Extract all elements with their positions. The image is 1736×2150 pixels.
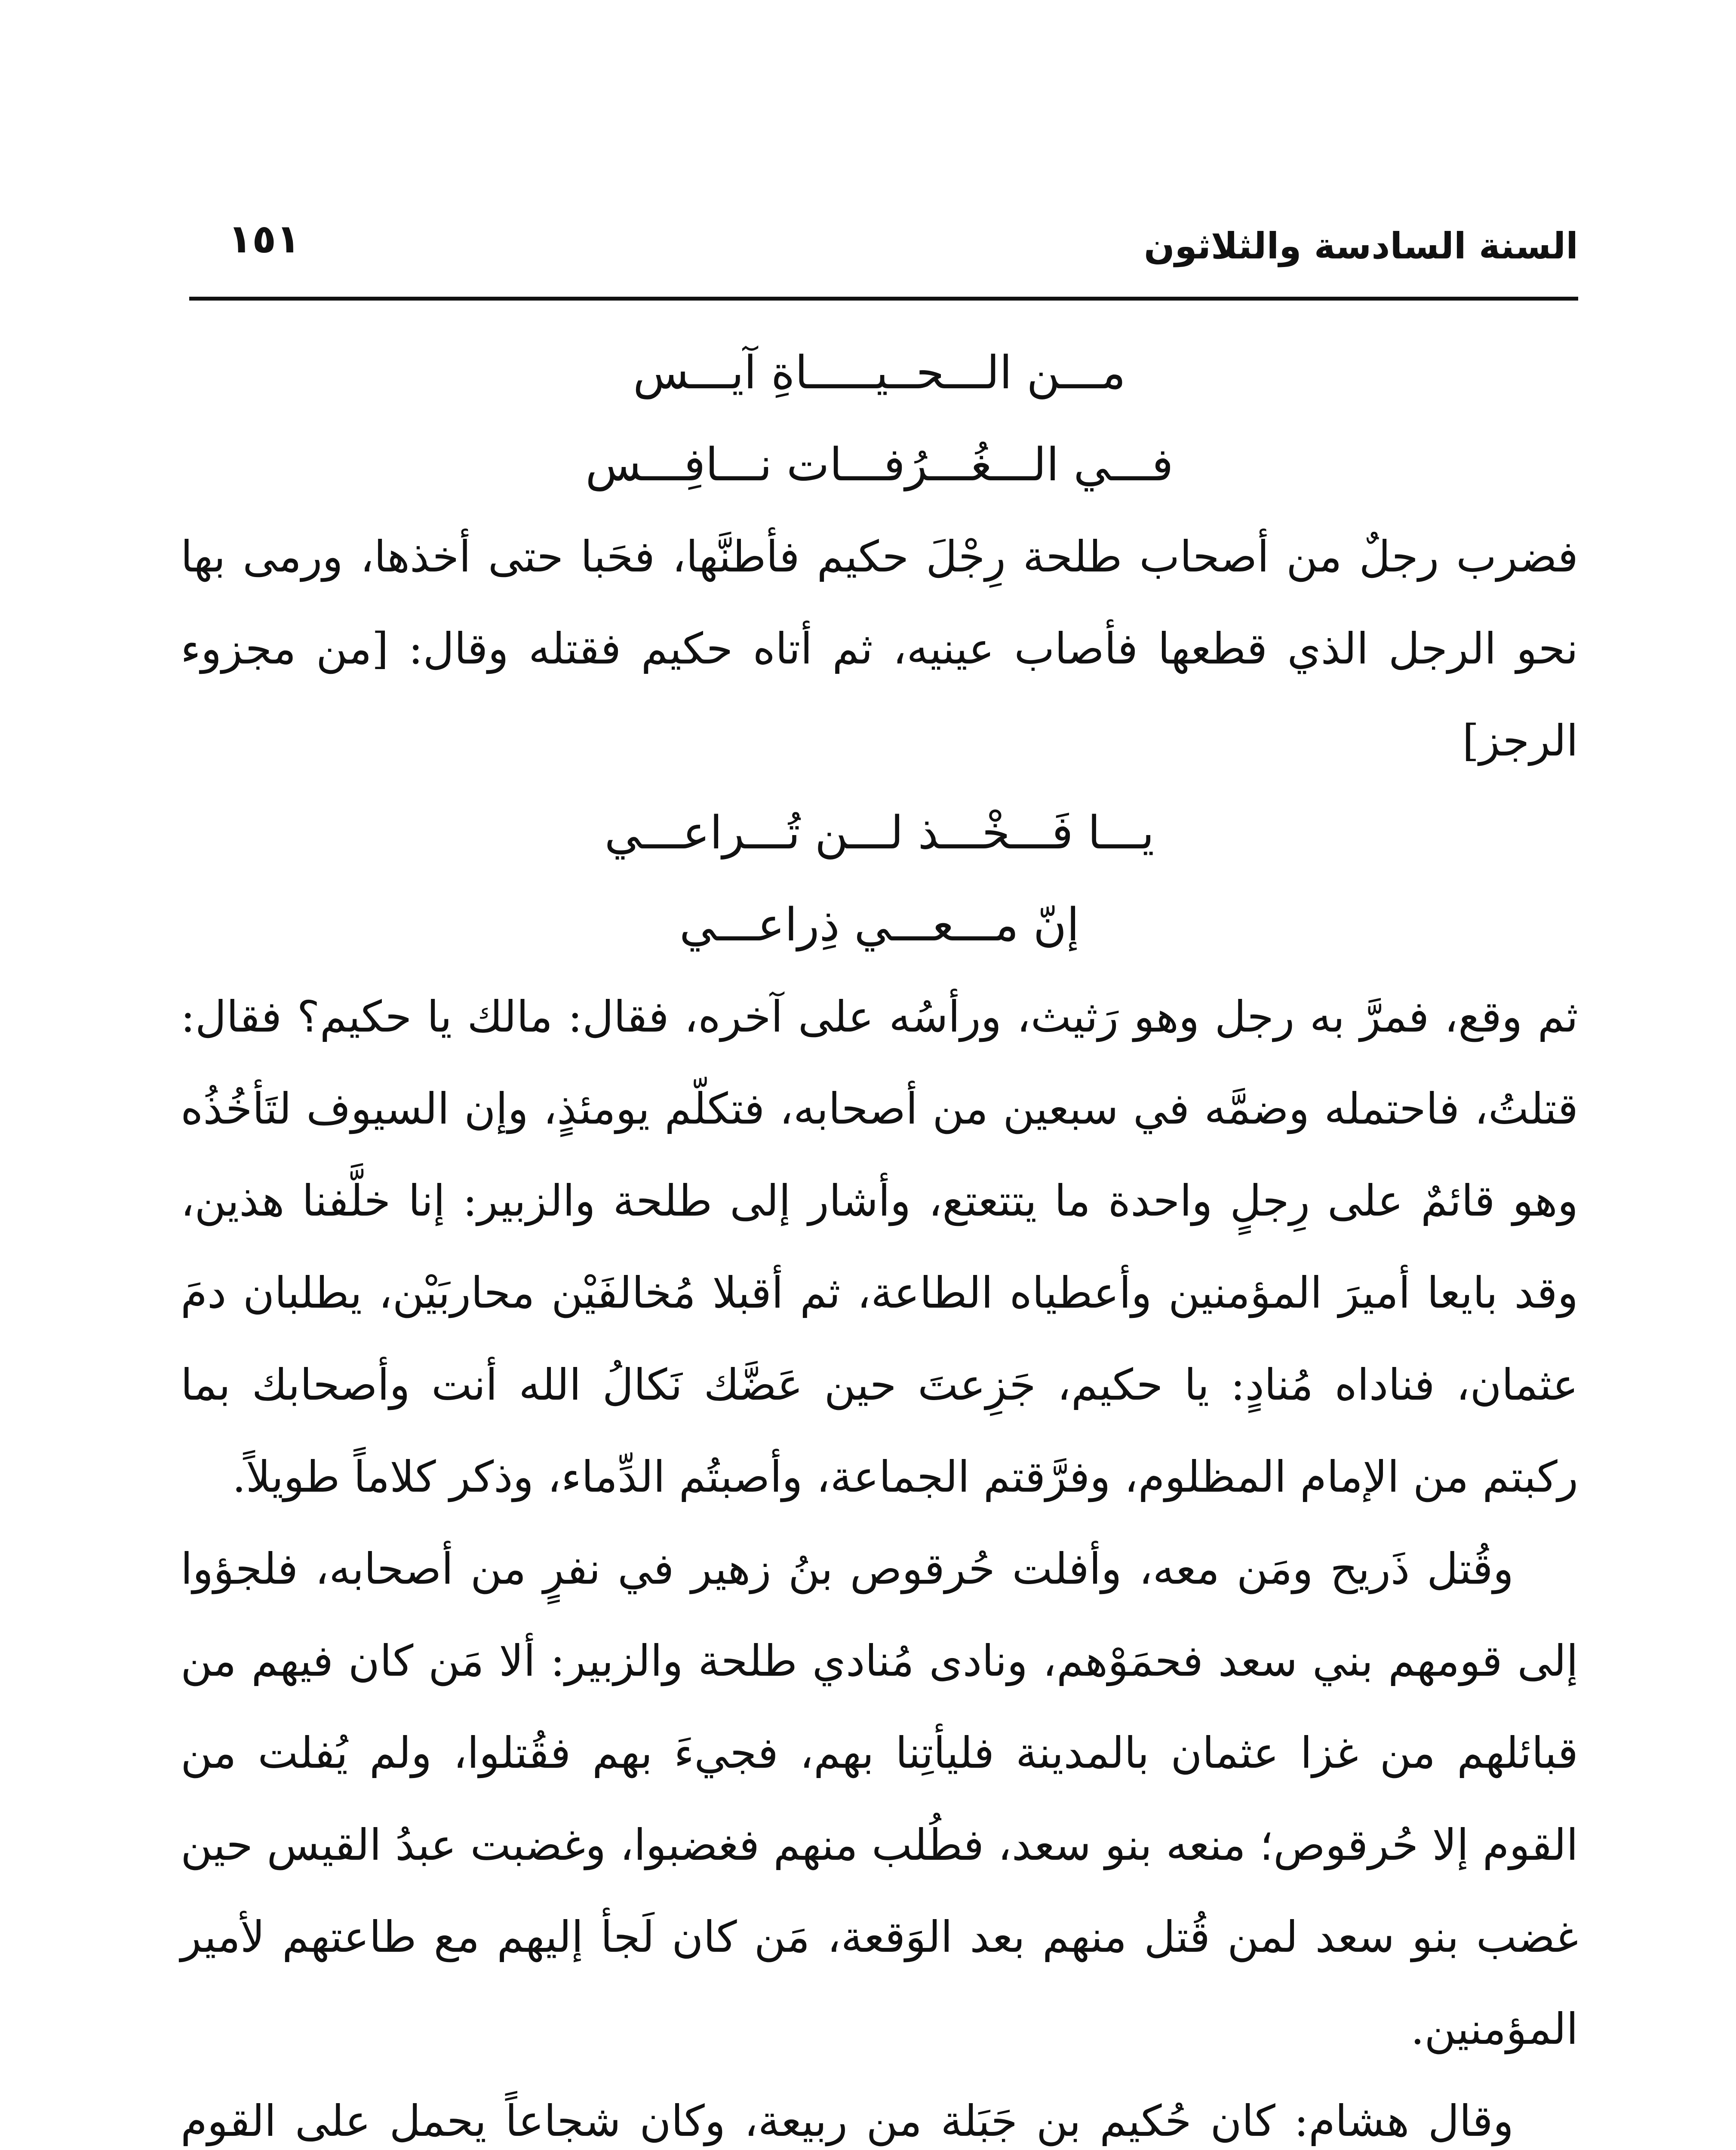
paragraph-1: فضرب رجلٌ من أصحاب طلحة رِجْلَ حكيم فأطنَّها، فحَبا حتى أخذها، ورمى بها نحو الرجل الذي قطعها فأصاب عينيه، ثم أتاه حكيم فقتله وقال: [من مجزوء الرجز] xyxy=(181,531,1578,766)
paragraph-3: وقُتل ذَريح ومَن معه، وأفلت حُرقوص بنُ زهير في نفرٍ من أصحابه، فلجؤوا إلى قومهم بني سعد فحمَوْهم، ونادى مُنادي طلحة والزبير: ألا مَن كان فيهم من قبائلهم من غزا عثمان بالمدينة فليأتِنا بهم، فجيءَ بهم فقُتلوا، ولم يُفلت من القوم إلا حُرقوص؛ منعه بنو سعد، فطُلب منهم فغضبوا، وغضبت عبدُ القيس حين غضب بنو سعد لمن قُتل منهم بعد الوَقعة، مَن كان لَجأ إليهم مع طاعتهم لأمير المؤمنين. xyxy=(181,1544,1579,2054)
verse-block-2 xyxy=(181,787,1578,971)
verse-block-1 xyxy=(181,327,1578,511)
paragraph-2: ثم وقع، فمرَّ به رجل وهو رَثيث، ورأسُه على آخره، فقال: مالك يا حكيم؟ فقال: قتلتُ، فاحتمله وضمَّه في سبعين من أصحابه، فتكلّم يومئذٍ، وإن السيوف لتَأخُذُه وهو قائمٌ على رِجلٍ واحدة ما يتتعتع، وأشار إلى طلحة والزبير: إنا خلَّفنا هذين، وقد بايعا أميرَ المؤمنين وأعطياه الطاعة، ثم أقبلا مُخالفَيْن محاربَيْن، يطلبان دمَ عثمان، فناداه مُنادٍ: يا حكيم، جَزِعتَ حين عَضَّك نَكالُ الله أنت وأصحابك بما ركبتم من الإمام المظلوم، وفرَّقتم الجماعة، وأصبتُم الدِّماء، وذكر كلاماً طويلاً. xyxy=(181,992,1578,1502)
page-number: ١٥١ xyxy=(228,216,301,262)
verse-line: مـــن الـــحــيـــــاةِ آيـــس xyxy=(633,346,1126,399)
page-header xyxy=(189,202,1578,292)
page-body xyxy=(181,327,1578,2150)
paragraph-4: وقال هشام: كان حُكيم بن جَبَلة من ربيعة، وكان شجاعاً يحمل على القوم xyxy=(181,2096,1514,2146)
verse-line: فـــي الـــغُـــرُفـــات نـــافِـــس xyxy=(585,438,1174,491)
header-divider xyxy=(189,297,1578,301)
verse-line: يـــا فَـــخْـــذ لـــن تُـــراعـــي xyxy=(604,806,1155,859)
running-title: السنة السادسة والثلاثون xyxy=(1143,225,1578,267)
verse-line: إنّ مـــعـــي ذِراعـــي xyxy=(679,898,1079,951)
